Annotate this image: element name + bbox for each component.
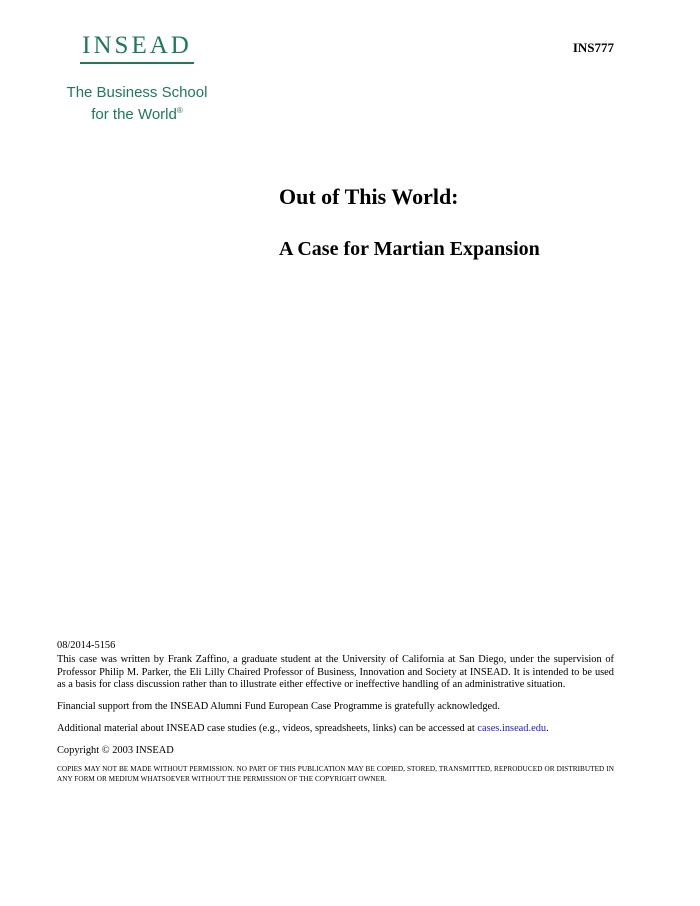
- funding-note: Financial support from the INSEAD Alumni Fund European Case Programme is gratefully acknowledged.: [57, 701, 500, 713]
- tagline-line-2-text: for the World: [91, 106, 177, 123]
- case-subtitle: A Case for Martian Expansion: [279, 238, 540, 260]
- logo-tagline: [52, 84, 222, 124]
- logo-wordmark: INSEAD: [82, 32, 192, 59]
- reference-number: 08/2014-5156: [57, 640, 116, 651]
- additional-material-text: Additional material about INSEAD case studies (e.g., videos, spreadsheets, links) can be accessed at: [57, 723, 475, 735]
- additional-material-note: [57, 723, 614, 735]
- tagline-line-1: The Business School: [66, 84, 208, 101]
- legal-notice: COPIES MAY NOT BE MADE WITHOUT PERMISSION. NO PART OF THIS PUBLICATION MAY BE COPIED, STORED, TRANSMITTED, REPRODUCED OR DISTRIBUTED IN ANY FORM OR MEDIUM WHATSOEVER WITHOUT THE PERMISSION OF THE COPYRIGHT OWNER.: [57, 765, 614, 784]
- tagline-line-2: [52, 102, 222, 124]
- insead-logo: [52, 32, 222, 124]
- copyright-notice: Copyright © 2003 INSEAD: [57, 744, 174, 756]
- additional-material-period: .: [546, 723, 549, 735]
- authorship-note: This case was written by Frank Zaffino, a graduate student at the University of California at San Diego, under the supervision of Professor Philip M. Parker, the Eli Lilly Chaired Professor of Business, Innovation and Society at INSEAD. It is intended to be used as a basis for class discussion rather than to illustrate either effective or ineffective handling of an administrative situation.: [57, 654, 614, 690]
- case-title: Out of This World:: [279, 184, 459, 209]
- footer-notes: [57, 640, 614, 784]
- logo-rule: [80, 62, 194, 64]
- registered-mark: ®: [176, 106, 183, 115]
- cases-link[interactable]: cases.insead.edu: [477, 723, 547, 735]
- case-code: INS777: [572, 40, 614, 55]
